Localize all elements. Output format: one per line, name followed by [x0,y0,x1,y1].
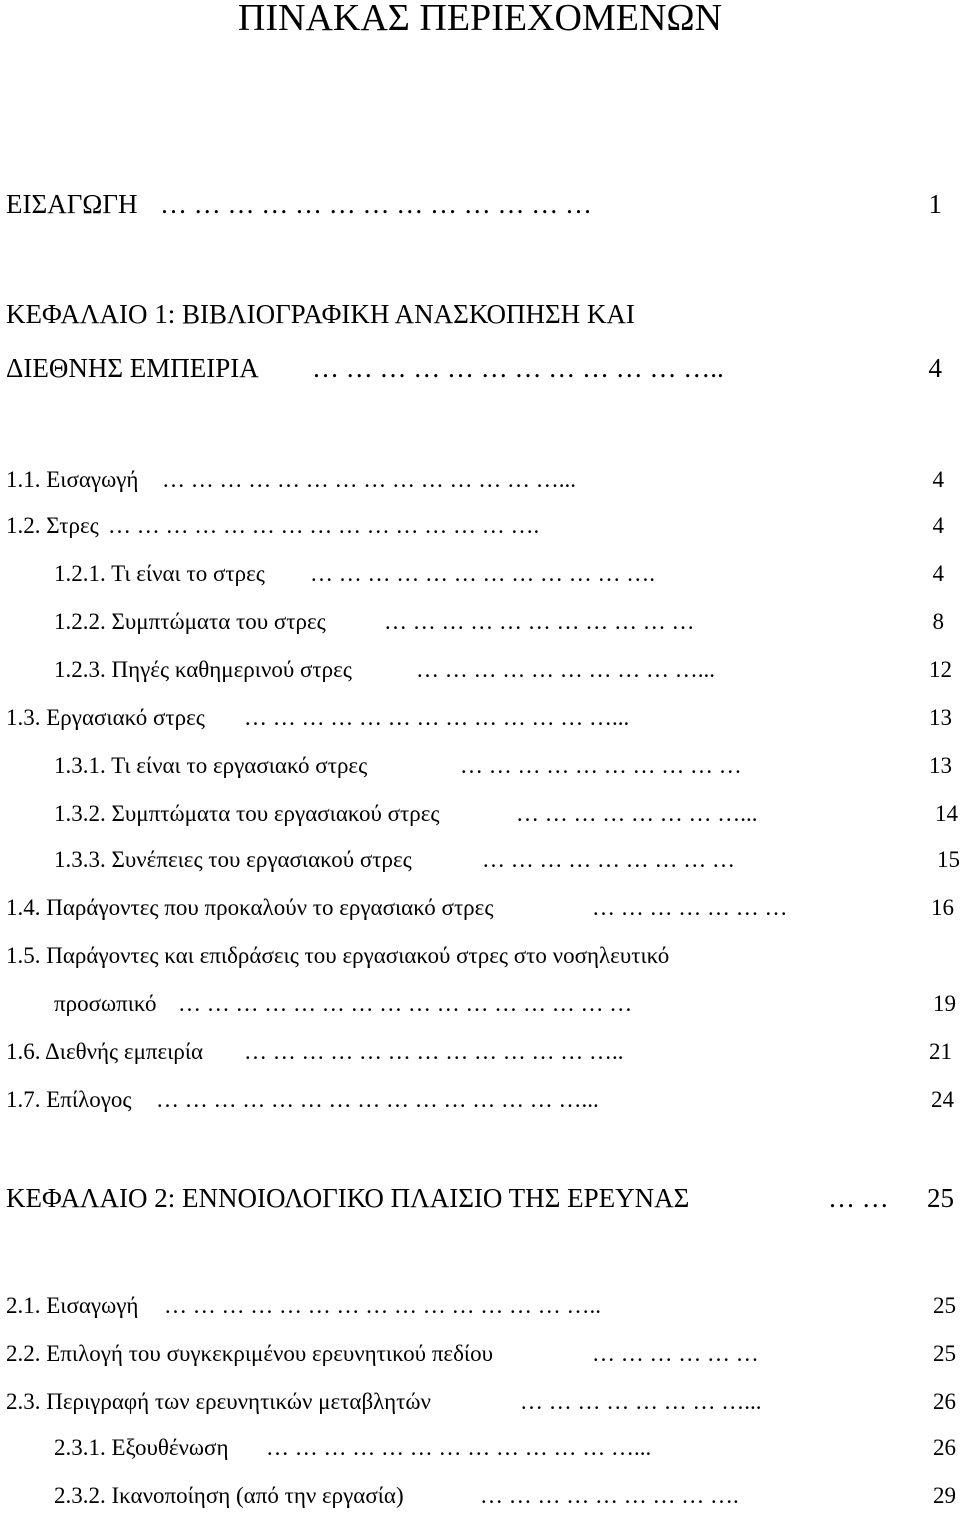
toc-entry-label: προσωπικό [54,991,157,1016]
toc-entry [0,1384,960,1420]
toc-entry-label: 1.2.3. Πηγές καθημερινού στρες [54,657,352,682]
toc-entry-label: 2.2. Επιλογή του συγκεκριμένου ερευνητικού πεδίου [6,1341,493,1366]
toc-entry [0,1034,960,1070]
toc-entry-label: 1.3.3. Συνέπειες του εργασιακού στρες [54,847,412,872]
toc-entry-page: 1 [928,189,942,219]
toc-entry-label: 1.1. Εισαγωγή [6,467,139,492]
toc-entry-label: 2.3.1. Εξουθένωση [54,1435,229,1460]
toc-entry-label: 2.3.2. Ικανοποίηση (από την εργασία) [54,1483,404,1508]
toc-entry-leader: … … … … … … … [592,895,788,920]
toc-entry-leader: … … … … … … … … … … … … … …... [162,467,576,492]
toc-entry-label: 1.6. Διεθνής εμπειρία [6,1039,204,1064]
toc-entry-leader: … … [828,1183,889,1213]
toc-entry-leader: … … … … … … … …... [516,801,758,826]
toc-entry-leader: … … … … … … … … …. [480,1483,739,1508]
toc-entry-leader: … … … … … … … … … … … ….. [312,353,724,383]
toc-entry-label: 1.3. Εργασιακό στρες [6,705,205,730]
toc-entry [0,842,960,878]
toc-entry-label: 1.7. Επίλογος [6,1087,132,1112]
toc-entry-leader: … … … … … … … … … … … … … … … … [178,991,633,1016]
toc-entry-leader: … … … … … … … … … [482,847,735,872]
toc-entry [0,938,960,974]
page-title: ΠΙΝΑΚΑΣ ΠΕΡΙΕΧΟΜΕΝΩΝ [237,0,723,39]
toc-entry-leader: … … … … … … … … … … [460,753,742,778]
toc-entry-page: 25 [933,1293,956,1318]
toc-entry [0,556,960,592]
toc-entry-page: 15 [937,847,960,872]
toc-entry [0,890,960,926]
toc-entry [0,1082,960,1118]
toc-entry [0,462,960,498]
toc-entry-label: 1.3.2. Συμπτώματα του εργασιακού στρες [54,801,440,826]
toc-entry-page: 4 [932,467,944,492]
toc-entry-page: 25 [927,1183,954,1213]
toc-entry [0,986,960,1022]
toc-entry-page: 13 [929,753,952,778]
toc-entry-label: ΚΕΦΑΛΑΙΟ 2: ΕΝΝΟΙΟΛΟΓΙΚΟ ΠΛΑΙΣΙΟ ΤΗΣ ΕΡΕΥΝΑΣ [6,1183,690,1213]
toc-entry [0,1336,960,1372]
toc-entry-label: 1.2. Στρες [6,513,99,538]
toc-entry-leader: … … … … … … … … … … … … …... [244,705,630,730]
toc-entry-page: 25 [933,1341,956,1366]
toc-entry-leader: … … … … … … [592,1341,759,1366]
toc-entry [0,186,960,222]
toc-entry-label: 1.2.1. Τι είναι το στρες [54,561,265,586]
toc-entry-leader: … … … … … … … … … …... [416,657,715,682]
toc-entry-label: 2.3. Περιγραφή των ερευνητικών μεταβλητών [6,1389,431,1414]
toc-entry [0,350,960,386]
toc-entry-page: 16 [931,895,954,920]
toc-entry-page: 4 [932,513,944,538]
toc-entry-label: 1.3.1. Τι είναι το εργασιακό στρες [54,753,368,778]
toc-entry-page: 19 [933,991,956,1016]
toc-entry [0,1288,960,1324]
toc-entry-leader: … … … … … … … … … … … … ….. [244,1039,624,1064]
toc-entry [0,604,960,640]
toc-entry-label: ΚΕΦΑΛΑΙΟ 1: ΒΙΒΛΙΟΓΡΑΦΙΚΗ ΑΝΑΣΚΟΠΗΣΗ ΚΑΙ [6,299,635,329]
toc-entry-page: 26 [933,1435,956,1460]
toc-entry [0,1180,960,1216]
toc-entry-page: 4 [932,561,944,586]
toc-entry-label: 1.4. Παράγοντες που προκαλούν το εργασιακό στρες [6,895,494,920]
toc-entry [0,296,960,332]
toc-entry [0,748,960,784]
toc-entry-page: 29 [933,1483,956,1508]
toc-entry-label: ΕΙΣΑΓΩΓΗ [6,189,138,219]
toc-entry [0,652,960,688]
toc-entry [0,508,960,544]
toc-entry-leader: … … … … … … … … … … … … … … …. [108,513,540,538]
toc-entry [0,1430,960,1466]
toc-entry-leader: … … … … … … … …... [520,1389,762,1414]
toc-entry-page: 8 [932,609,944,634]
toc-entry-page: 4 [928,353,942,383]
toc-entry-page: 24 [931,1087,954,1112]
toc-entry-label: 1.2.2. Συμπτώματα του στρες [54,609,326,634]
toc-entry-label: ΔΙΕΘΝΗΣ ΕΜΠΕΙΡΙΑ [6,353,259,383]
toc-entry-page: 21 [929,1039,952,1064]
toc-entry [0,700,960,736]
toc-entry-leader: … … … … … … … … … … … … … … ….. [164,1293,601,1318]
toc-entry-leader: … … … … … … … … … … … … …... [266,1435,652,1460]
toc-entry-leader: … … … … … … … … … … … …. [310,561,655,586]
toc-entry-page: 26 [933,1389,956,1414]
toc-entry-leader: … … … … … … … … … … … … … … …... [156,1087,599,1112]
toc-entry-label: 1.5. Παράγοντες και επιδράσεις του εργασιακού στρες στο νοσηλευτικό [6,943,670,968]
toc-entry-label: 2.1. Εισαγωγή [6,1293,139,1318]
toc-entry-page: 14 [935,801,958,826]
toc-entry [0,1478,960,1514]
toc-entry-page: 13 [929,705,952,730]
toc-entry-leader: … … … … … … … … … … … … … [160,189,592,219]
toc-entry [0,796,960,832]
toc-entry-leader: … … … … … … … … … … … [384,609,695,634]
toc-entry-page: 12 [929,657,952,682]
